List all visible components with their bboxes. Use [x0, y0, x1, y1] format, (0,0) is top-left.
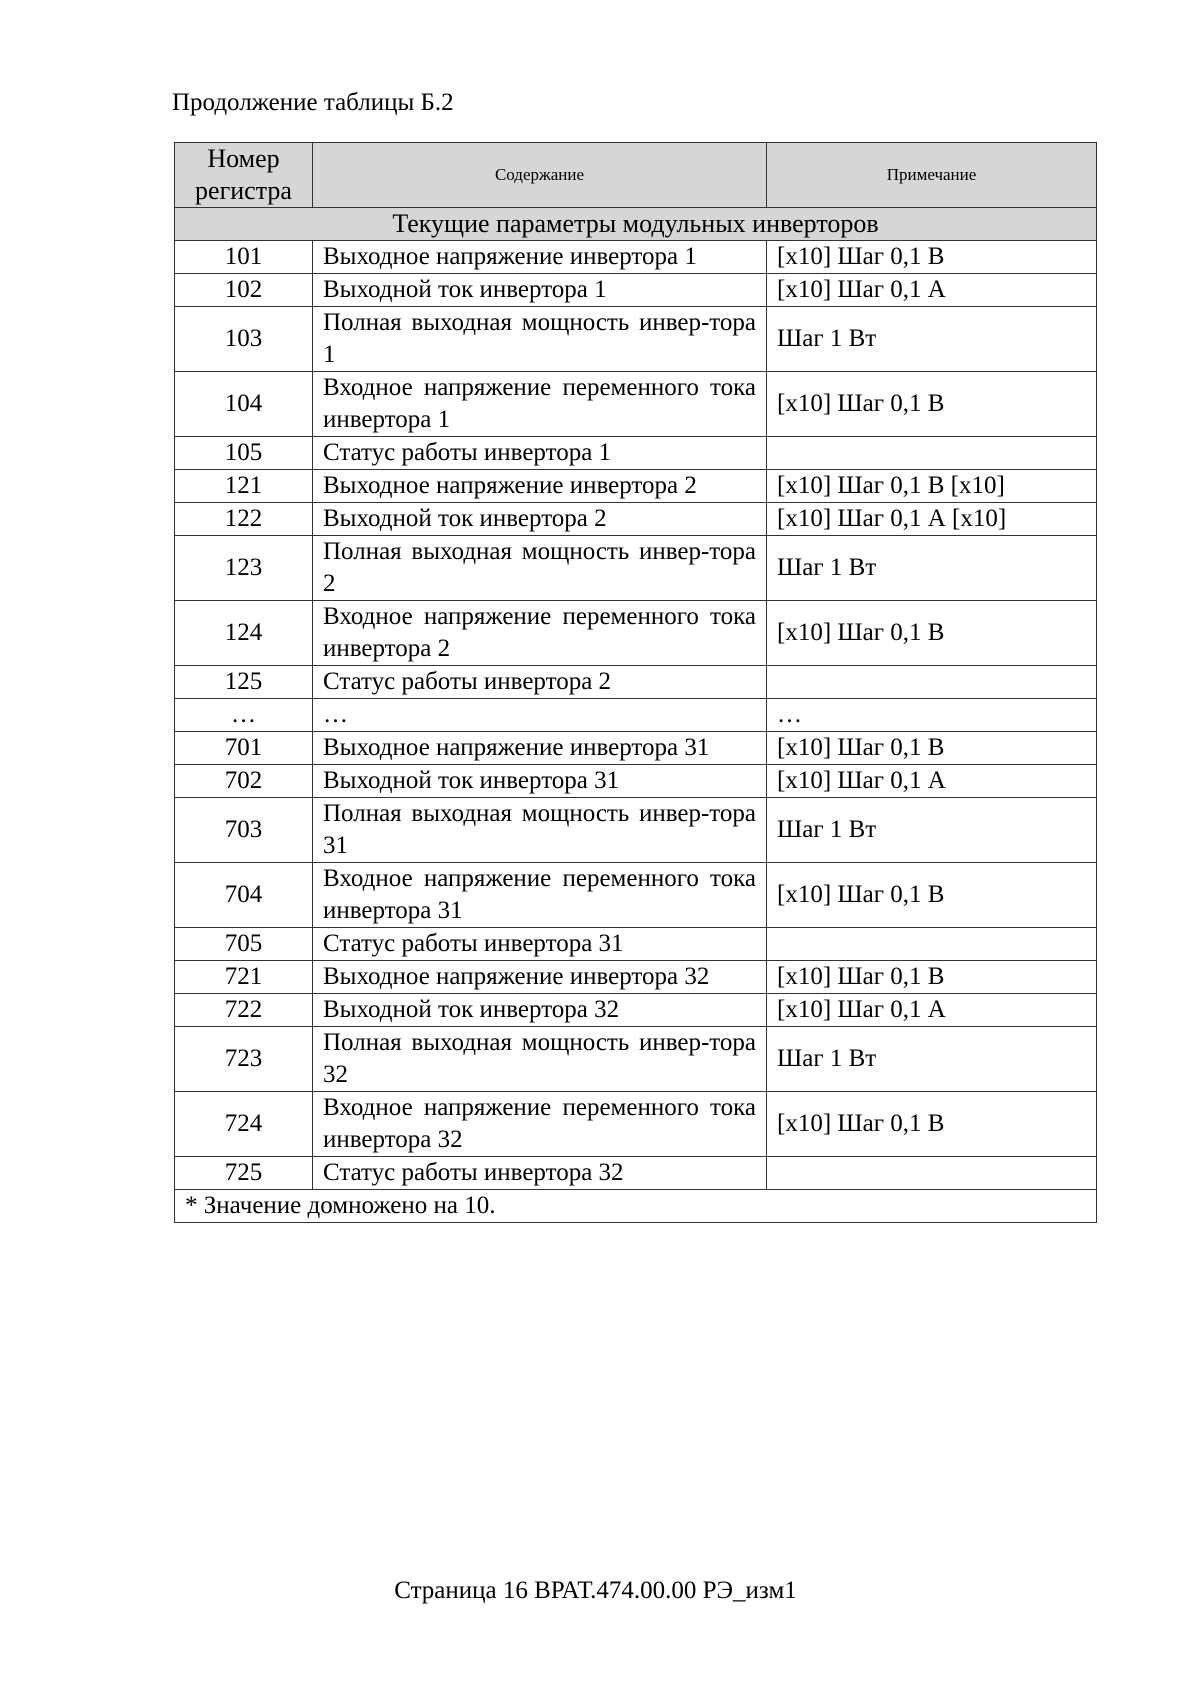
- content-cell: Статус работы инвертора 2: [313, 666, 767, 699]
- note-cell: [x10] Шаг 0,1 А [x10]: [767, 503, 1097, 536]
- table-row: [175, 699, 1097, 732]
- content-cell: Статус работы инвертора 32: [313, 1157, 767, 1190]
- register-number-cell: …: [175, 699, 313, 732]
- content-cell: Выходной ток инвертора 1: [313, 274, 767, 307]
- section-title: Текущие параметры модульных инверторов: [175, 208, 1097, 241]
- page-footer: Страница 16 ВРАТ.474.00.00 РЭ_изм1: [394, 1577, 797, 1604]
- table-row: [175, 503, 1097, 536]
- register-number-cell: 101: [175, 241, 313, 274]
- register-number-cell: 105: [175, 437, 313, 470]
- table-body: [175, 208, 1097, 1190]
- table-row: [175, 274, 1097, 307]
- content-cell: Полная выходная мощность инвер-тора 2: [313, 536, 767, 601]
- table-row: [175, 1092, 1097, 1157]
- content-cell: Полная выходная мощность инвер-тора 1: [313, 307, 767, 372]
- table-row: [175, 666, 1097, 699]
- footnote-row: [175, 1190, 1097, 1223]
- table-row: [175, 961, 1097, 994]
- register-number-cell: 702: [175, 765, 313, 798]
- register-number-cell: 721: [175, 961, 313, 994]
- register-number-cell: 701: [175, 732, 313, 765]
- note-cell: [x10] Шаг 0,1 В: [767, 372, 1097, 437]
- content-cell: …: [313, 699, 767, 732]
- content-cell: Полная выходная мощность инвер-тора 31: [313, 798, 767, 863]
- note-cell: Шаг 1 Вт: [767, 536, 1097, 601]
- note-cell: [x10] Шаг 0,1 В: [767, 1092, 1097, 1157]
- register-number-cell: 725: [175, 1157, 313, 1190]
- note-cell: [767, 928, 1097, 961]
- content-cell: Входное напряжение переменного тока инвертора 31: [313, 863, 767, 928]
- note-cell: [767, 1157, 1097, 1190]
- note-cell: Шаг 1 Вт: [767, 798, 1097, 863]
- content-cell: Входное напряжение переменного тока инвертора 32: [313, 1092, 767, 1157]
- table-row: [175, 732, 1097, 765]
- content-cell: Статус работы инвертора 31: [313, 928, 767, 961]
- register-number-cell: 123: [175, 536, 313, 601]
- table-row: [175, 307, 1097, 372]
- register-number-cell: 122: [175, 503, 313, 536]
- note-cell: [x10] Шаг 0,1 В: [767, 241, 1097, 274]
- table-row: [175, 437, 1097, 470]
- table-row: [175, 241, 1097, 274]
- note-cell: [x10] Шаг 0,1 А: [767, 274, 1097, 307]
- table-row: [175, 863, 1097, 928]
- table-row: [175, 765, 1097, 798]
- register-number-cell: 704: [175, 863, 313, 928]
- table-row: [175, 994, 1097, 1027]
- note-cell: [x10] Шаг 0,1 В: [767, 732, 1097, 765]
- register-table: [174, 142, 1097, 1223]
- content-cell: Выходное напряжение инвертора 32: [313, 961, 767, 994]
- note-cell: [x10] Шаг 0,1 В: [767, 863, 1097, 928]
- table-row: [175, 470, 1097, 503]
- note-cell: [x10] Шаг 0,1 В: [767, 601, 1097, 666]
- header-register-number: Номер регистра: [175, 143, 313, 208]
- header-note: Примечание: [767, 143, 1097, 208]
- content-cell: Входное напряжение переменного тока инвертора 1: [313, 372, 767, 437]
- table-row: [175, 601, 1097, 666]
- content-cell: Статус работы инвертора 1: [313, 437, 767, 470]
- content-cell: Выходной ток инвертора 32: [313, 994, 767, 1027]
- section-row: [175, 208, 1097, 241]
- table-row: [175, 536, 1097, 601]
- content-cell: Выходное напряжение инвертора 31: [313, 732, 767, 765]
- note-cell: Шаг 1 Вт: [767, 1027, 1097, 1092]
- register-number-cell: 705: [175, 928, 313, 961]
- register-number-cell: 124: [175, 601, 313, 666]
- register-number-cell: 103: [175, 307, 313, 372]
- note-cell: [767, 666, 1097, 699]
- table-header-row: [175, 143, 1097, 208]
- note-cell: [x10] Шаг 0,1 А: [767, 994, 1097, 1027]
- footnote: * Значение домножено на 10.: [175, 1190, 1097, 1223]
- content-cell: Выходной ток инвертора 31: [313, 765, 767, 798]
- header-content: Содержание: [313, 143, 767, 208]
- table-row: [175, 1157, 1097, 1190]
- note-cell: …: [767, 699, 1097, 732]
- note-cell: [767, 437, 1097, 470]
- note-cell: [x10] Шаг 0,1 В [x10]: [767, 470, 1097, 503]
- note-cell: [x10] Шаг 0,1 В: [767, 961, 1097, 994]
- register-number-cell: 125: [175, 666, 313, 699]
- register-number-cell: 723: [175, 1027, 313, 1092]
- note-cell: Шаг 1 Вт: [767, 307, 1097, 372]
- content-cell: Выходное напряжение инвертора 1: [313, 241, 767, 274]
- table-row: [175, 1027, 1097, 1092]
- content-cell: Входное напряжение переменного тока инвертора 2: [313, 601, 767, 666]
- register-number-cell: 104: [175, 372, 313, 437]
- register-number-cell: 703: [175, 798, 313, 863]
- table-row: [175, 372, 1097, 437]
- register-number-cell: 722: [175, 994, 313, 1027]
- register-number-cell: 102: [175, 274, 313, 307]
- register-number-cell: 724: [175, 1092, 313, 1157]
- content-cell: Выходной ток инвертора 2: [313, 503, 767, 536]
- table-caption: Продолжение таблицы Б.2: [172, 89, 454, 116]
- content-cell: Полная выходная мощность инвер-тора 32: [313, 1027, 767, 1092]
- table-row: [175, 928, 1097, 961]
- register-number-cell: 121: [175, 470, 313, 503]
- table-row: [175, 798, 1097, 863]
- content-cell: Выходное напряжение инвертора 2: [313, 470, 767, 503]
- note-cell: [x10] Шаг 0,1 А: [767, 765, 1097, 798]
